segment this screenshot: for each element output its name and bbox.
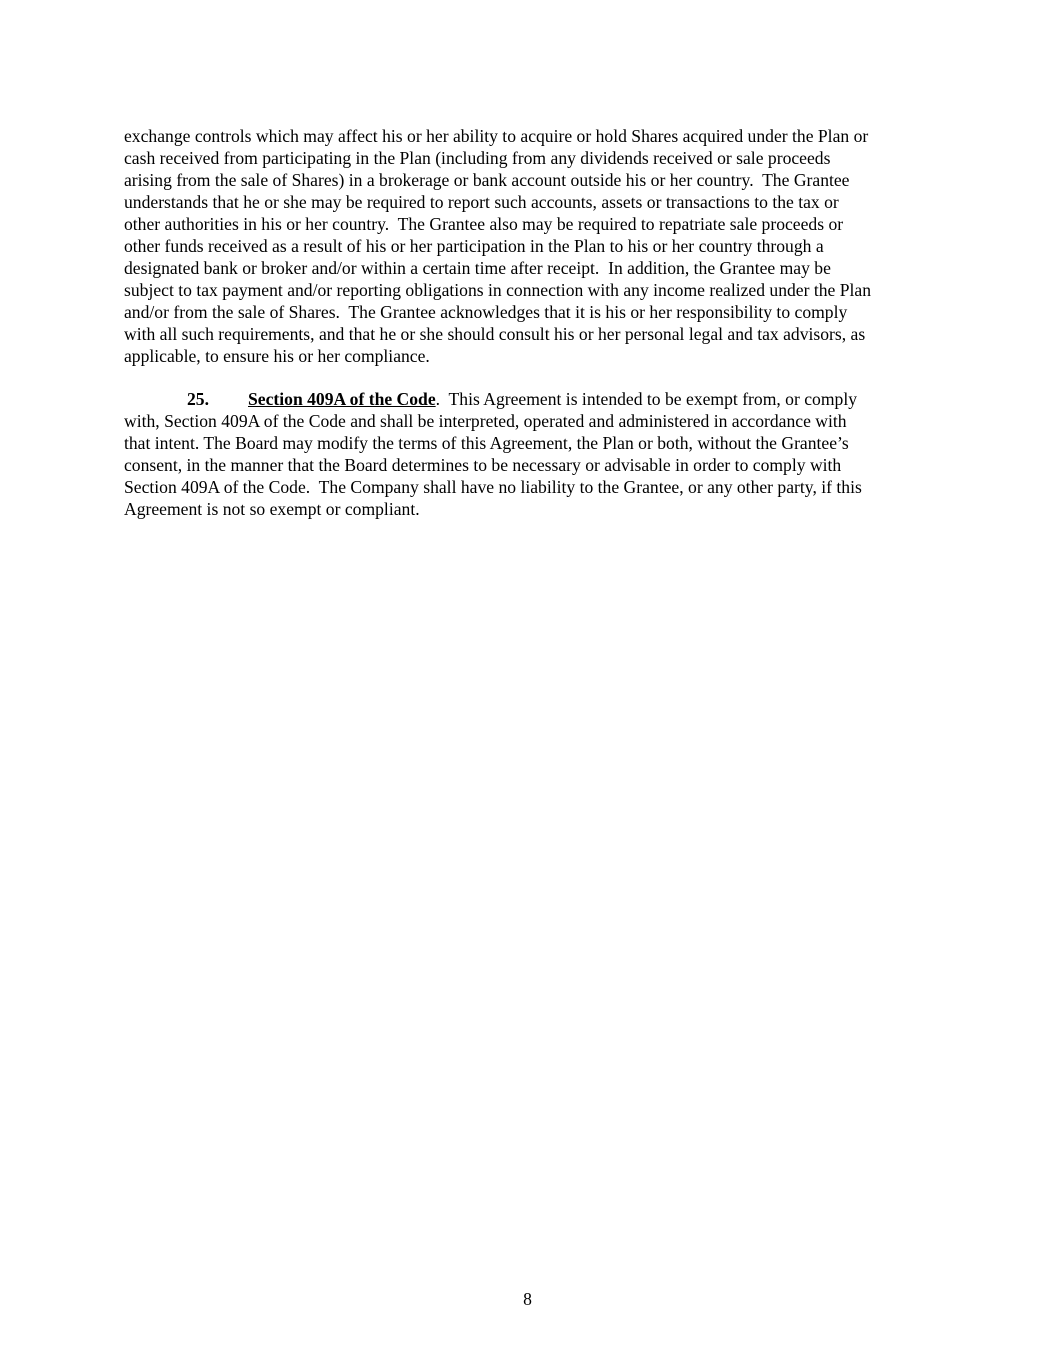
paragraph-line: other funds received as a result of his or her participation in the Plan to his or her country through a [124,236,824,256]
paragraph-line: cash received from participating in the Plan (including from any dividends received or sale proceeds [124,148,831,168]
paragraph-line: consent, in the manner that the Board determines to be necessary or advisable in order to comply with [124,455,842,475]
paragraph-line: with, Section 409A of the Code and shall be interpreted, operated and administered in accordance with [124,411,847,431]
paragraph-line: subject to tax payment and/or reporting obligations in connection with any income realized under the Plan [124,280,872,300]
paragraph-line: Agreement is not so exempt or compliant. [124,499,420,519]
page-number: 8 [523,1289,532,1309]
paragraph-line: exchange controls which may affect his or her ability to acquire or hold Shares acquired under the Plan or [124,126,869,146]
section-title-suffix: . [435,389,441,409]
section-title: Section 409A of the Code [248,389,436,409]
paragraph-line: understands that he or she may be required to report such accounts, assets or transactions to the tax or [124,192,839,212]
paragraph-line: applicable, to ensure his or her compliance. [124,346,430,366]
section-first-line-text: This Agreement is intended to be exempt from, or comply [440,389,858,409]
paragraph-line: that intent. The Board may modify the terms of this Agreement, the Plan or both, without the Grantee’s [124,433,849,453]
paragraph-line: and/or from the sale of Shares. The Grantee acknowledges that it is his or her responsibility to comply [124,302,848,322]
paragraph-line: other authorities in his or her country. The Grantee also may be required to repatriate sale proceeds or [124,214,844,234]
section-first-line [248,388,857,410]
paragraph-line: designated bank or broker and/or within a certain time after receipt. In addition, the Grantee may be [124,258,831,278]
section-number: 25. [187,389,209,409]
paragraph-line: with all such requirements, and that he or she should consult his or her personal legal and tax advisors, as [124,324,866,344]
paragraph-line: arising from the sale of Shares) in a brokerage or bank account outside his or her country. The Grantee [124,170,850,190]
paragraph-line: Section 409A of the Code. The Company shall have no liability to the Grantee, or any other party, if this [124,477,862,497]
